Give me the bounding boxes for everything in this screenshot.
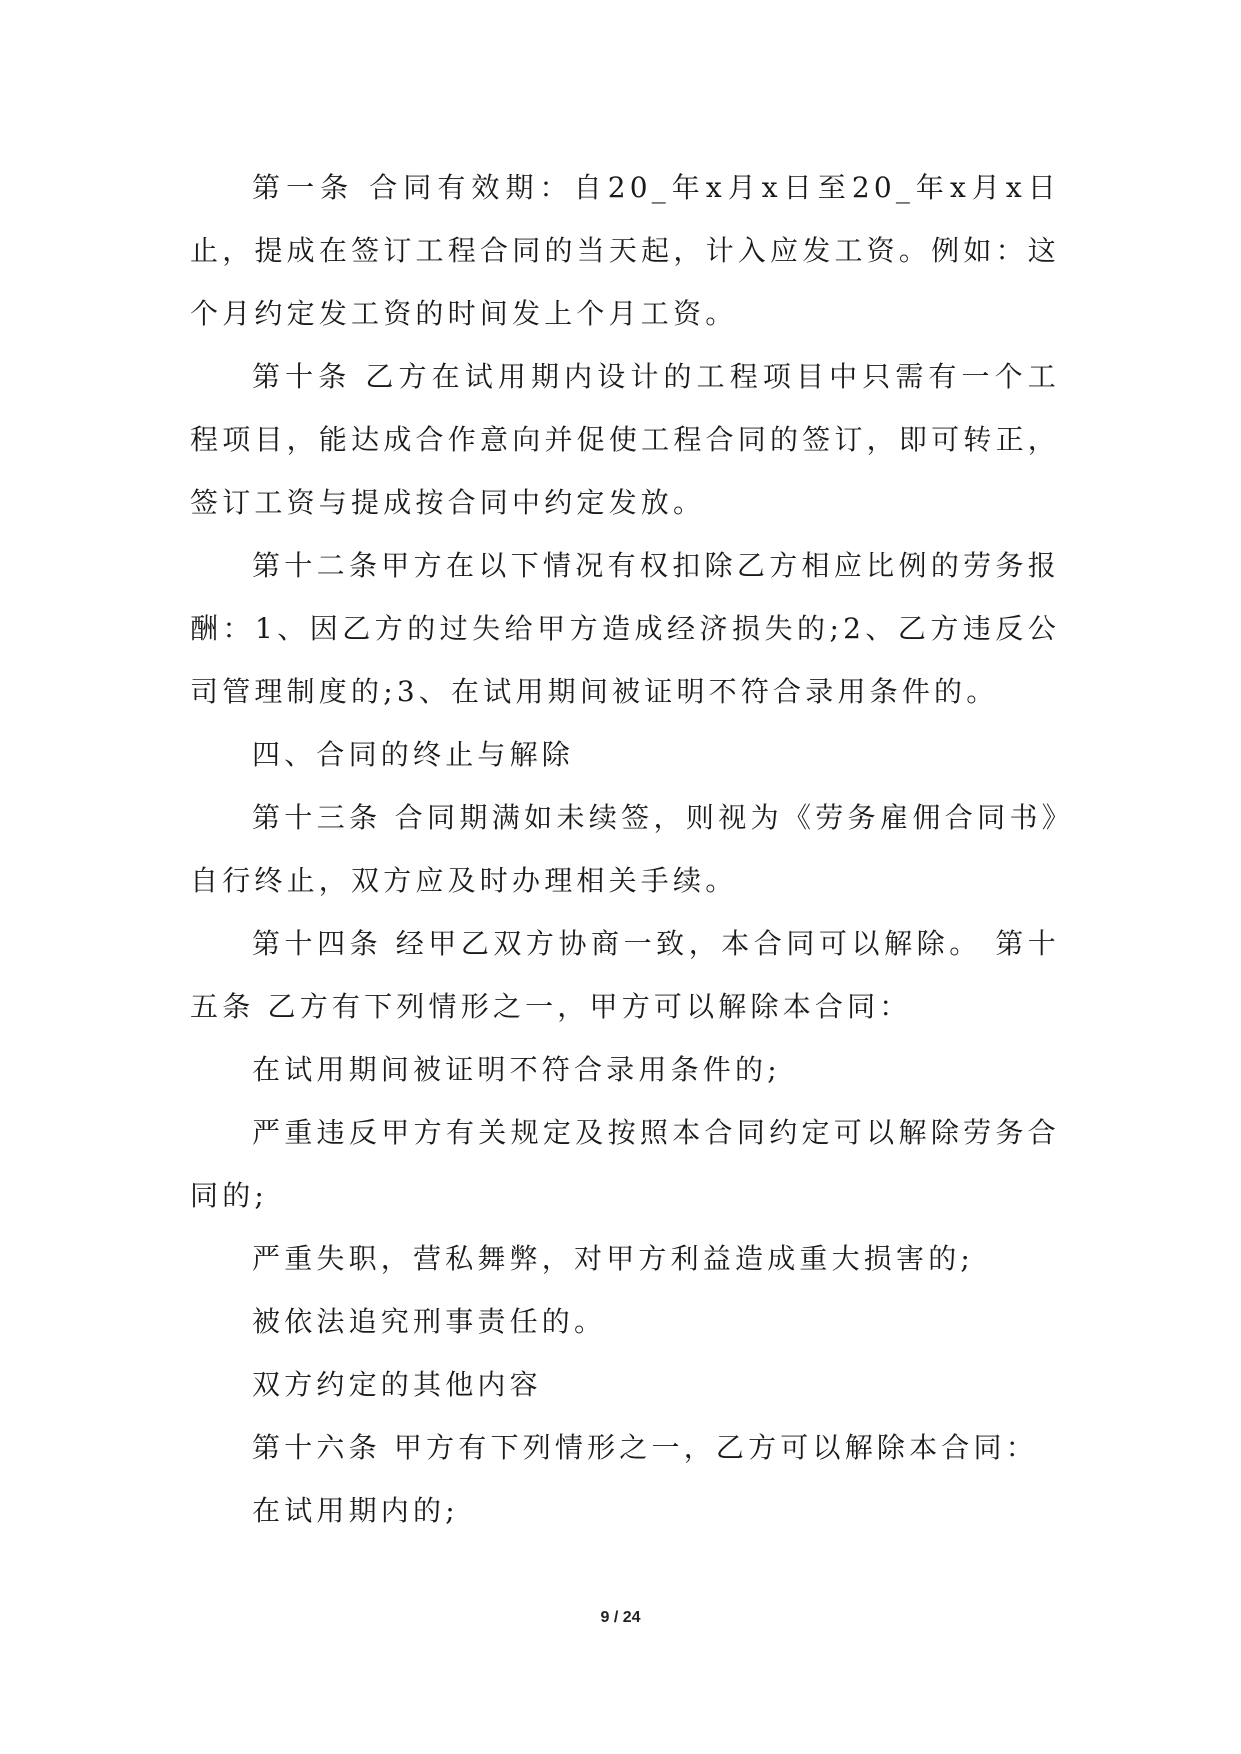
section-heading-termination: 四、合同的终止与解除 <box>252 738 575 771</box>
list-item-misconduct: 严重失职，营私舞弊，对甲方利益造成重大损害的; <box>252 1242 975 1275</box>
document-body <box>190 156 1060 1542</box>
paragraph-other-terms: 双方约定的其他内容 <box>252 1368 542 1401</box>
list-item-within-probation: 在试用期内的; <box>252 1494 459 1527</box>
list-item-probation: 在试用期间被证明不符合录用条件的; <box>252 1053 781 1086</box>
page-number: 9 / 24 <box>600 1609 641 1626</box>
paragraph-article-16: 第十六条 甲方有下列情形之一，乙方可以解除本合同： <box>252 1431 1038 1464</box>
list-item-violation: 严重违反甲方有关规定及按照本合同约定可以解除劳务合同的; <box>190 1116 1060 1212</box>
paragraph-article-12: 第十二条甲方在以下情况有权扣除乙方相应比例的劳务报酬：1、因乙方的过失给甲方造成经济损失的;2、乙方违反公司管理制度的;3、在试用期间被证明不符合录用条件的。 <box>190 549 1060 708</box>
list-item-criminal: 被依法追究刑事责任的。 <box>252 1305 607 1338</box>
paragraph-article-13: 第十三条 合同期满如未续签，则视为《劳务雇佣合同书》自行终止，双方应及时办理相关手续。 <box>190 801 1060 897</box>
paragraph-article-10: 第十条 乙方在试用期内设计的工程项目中只需有一个工程项目，能达成合作意向并促使工程合同的签订，即可转正，签订工资与提成按合同中约定发放。 <box>190 360 1060 519</box>
paragraph-article-14-15: 第十四条 经甲乙双方协商一致，本合同可以解除。 第十五条 乙方有下列情形之一，甲方可以解除本合同： <box>190 927 1060 1023</box>
paragraph-article-1: 第一条 合同有效期：自20_年x月x日至20_年x月x日止，提成在签订工程合同的当天起，计入应发工资。例如：这个月约定发工资的时间发上个月工资。 <box>190 171 1060 330</box>
